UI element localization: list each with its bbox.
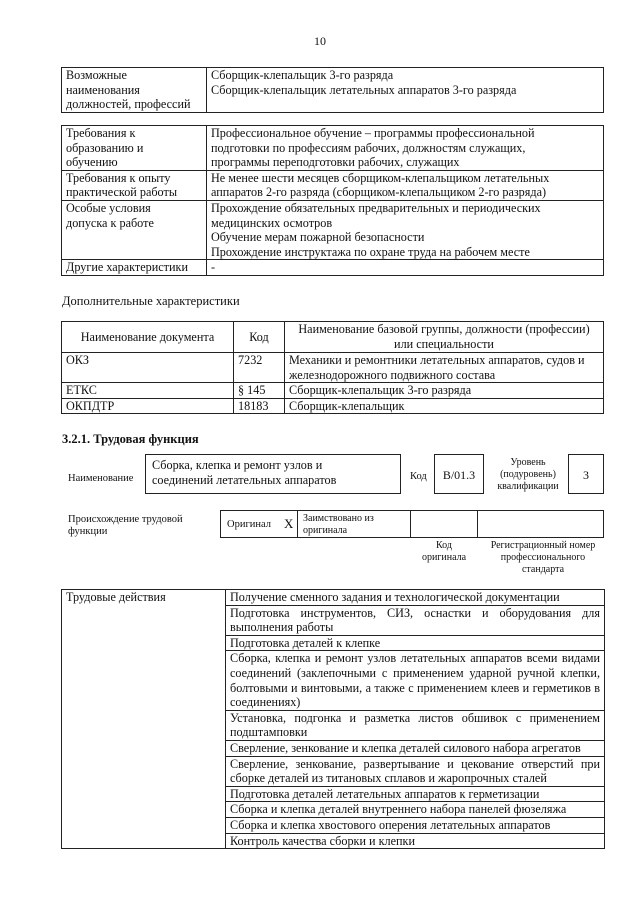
reg-number-label: Регистрационный номер профессионального стандарта [490,540,596,575]
code-original-box [410,510,478,538]
borrowed-cell: Заимствовано из оригинала [297,510,411,538]
action-item: Сверление, зенкование, развертывание и цекование отверстий при сборке деталей из титановых сплавов и жаропрочных сталей [226,756,605,786]
admission-row [62,200,604,259]
header-group: Наименование базовой группы, должности (профессии) или специальности [285,322,604,353]
doc-code: § 145 [234,383,285,399]
code-label: Код [410,471,427,482]
origin-label: Происхождение трудовой функции [68,514,183,537]
doc-code: 18183 [234,398,285,414]
table-row [62,353,604,383]
requirements-table [61,125,604,276]
doc-name: ЕТКС [62,383,234,399]
additional-characteristics-table [61,321,604,414]
other-row [62,260,604,276]
original-label: Оригинал [227,519,271,530]
additional-title: Дополнительные характеристики [62,294,240,308]
doc-group: Механики и ремонтники летательных аппаратов, судов и железнодорожного подвижного состава [285,353,604,383]
doc-name: ОКПДТР [62,398,234,414]
action-item: Подготовка деталей летательных аппаратов к герметизации [226,786,605,802]
possible-positions-table [61,67,604,113]
table-header-row [62,322,604,353]
function-heading: 3.2.1. Трудовая функция [62,432,199,446]
other-values: - [207,260,604,276]
action-item: Установка, подгонка и разметка листов обшивок с применением подштамповки [226,710,605,740]
table-row [62,383,604,399]
name-label: Наименование [68,473,134,484]
action-item: Подготовка инструментов, СИЗ, оснастки и оборудования для выполнения работы [226,605,605,635]
possible-positions-label: Возможные наименования должностей, профессий [62,68,207,113]
action-item: Получение сменного задания и технологической документации [226,590,605,606]
admission-values: Прохождение обязательных предварительных и периодических медицинских осмотров Обучение мерам пожарной безопасности Прохождение инструктажа по охране труда на рабочем месте [207,200,604,259]
actions-label: Трудовые действия [62,590,226,849]
level-label: Уровень (подуровень) квалификации [497,457,559,492]
action-item: Сборка, клепка и ремонт узлов летательных аппаратов всеми видами соединений (заклепочными с применением ударной ручной клепки, болтовыми и винтовыми, а также с применением клеев и герметиков в соединениях) [226,651,605,710]
possible-positions-values: Сборщик-клепальщик 3-го разряда Сборщик-клепальщик летательных аппаратов 3-го разряда [207,68,604,113]
function-code: B/01.3 [434,454,484,494]
action-item: Сверление, зенкование и клепка деталей силового набора агрегатов [226,740,605,756]
action-item: Подготовка деталей к клепке [226,635,605,651]
code-original-label: Код оригинала [421,540,467,563]
education-values: Профессиональное обучение – программы профессиональной подготовки по профессиям рабочих, должностям служащих, программы переподготовки рабочих, служащих [207,126,604,171]
doc-group: Сборщик-клепальщик 3-го разряда [285,383,604,399]
table-row [62,398,604,414]
doc-code: 7232 [234,353,285,383]
header-document: Наименование документа [62,322,234,353]
function-name: Сборка, клепка и ремонт узлов и соединений летательных аппаратов [145,454,401,494]
level-value: 3 [568,454,604,494]
header-code: Код [234,322,285,353]
admission-label: Особые условия допуска к работе [62,200,207,259]
page-number: 10 [314,34,326,48]
table-row [62,590,605,606]
action-item: Сборка и клепка деталей внутреннего набора панелей фюзеляжа [226,802,605,818]
education-row [62,126,604,171]
doc-group: Сборщик-клепальщик [285,398,604,414]
doc-name: ОКЗ [62,353,234,383]
action-item: Сборка и клепка хвостового оперения летательных аппаратов [226,817,605,833]
original-cell [220,510,298,538]
other-label: Другие характеристики [62,260,207,276]
experience-label: Требования к опыту практической работы [62,170,207,200]
education-label: Требования к образованию и обучению [62,126,207,171]
action-item: Контроль качества сборки и клепки [226,833,605,849]
experience-row [62,170,604,200]
reg-number-box [477,510,604,538]
labor-actions-table [61,589,605,849]
original-mark: X [284,516,294,531]
experience-values: Не менее шести месяцев сборщиком-клепальщиком летательных аппаратов 2-го разряда (сборщиком-клепальщиком 2-го разряда) [207,170,604,200]
